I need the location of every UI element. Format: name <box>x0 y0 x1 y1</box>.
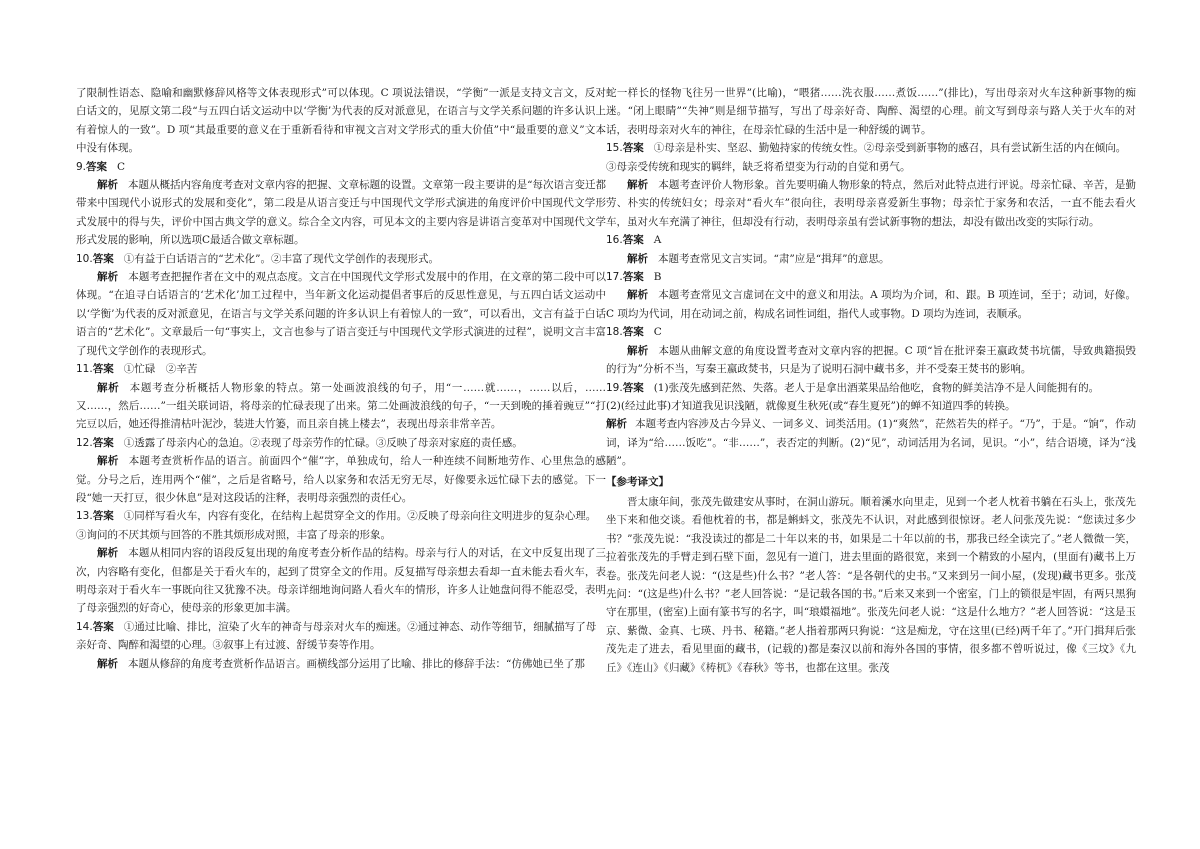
q19-answer <box>606 379 1136 397</box>
q19-analysis-text: 本题考查内容涉及古今异义、一词多义、词类活用。(1)“爽然”，茫然若失的样子。“乃”，于是。“饷”，作动词，译为“给……饭吃”。“非……”，表否定的判断。(2)“见”，动词活用为名词，见识。“小”，结合语境，译为“浅陋”。 <box>606 418 1136 468</box>
translation-heading: 【参考译文】 <box>606 475 669 488</box>
q14-analysis <box>76 655 606 673</box>
q16-answer <box>606 231 1136 249</box>
q15-analysis-text: 本题考查评价人物形象。首先要明确人物形象的特点，然后对此特点进行评说。母亲忙碌、辛苦，是勤劳、朴实的传统妇女；母亲对“看火车”很向往，表明母亲喜爱新生事物；母亲忙于家务和农活，一直不能去看火车，虽对火车充满了神往，但却没有行动，表明母亲虽有尝试新事物的想法，却没有做出改变的实际行动。 <box>606 179 1137 228</box>
q19-analysis <box>606 415 1136 470</box>
analysis-label: 解析 <box>627 179 649 192</box>
answer-label: 答案 <box>92 436 114 449</box>
q12-analysis <box>76 452 606 507</box>
q10-analysis <box>76 268 606 360</box>
q12-number: 12. <box>76 436 93 449</box>
q14-analysis-text: 本题从修辞的角度考查赏析作品语言。画横线部分运用了比喻、排比的修辞手法：“仿佛她已坐了那 <box>128 657 585 670</box>
analysis-label: 解析 <box>627 289 649 302</box>
answer-label: 答案 <box>92 510 114 523</box>
answer-label: 答案 <box>86 160 108 173</box>
analysis-label: 解析 <box>627 252 648 265</box>
answer-label: 答案 <box>622 142 644 155</box>
q19-answer-text-1: (1)张茂先感到茫然、失落。老人于是拿出酒菜果品给他吃，食物的鲜美洁净不是人间能拥有的。 <box>653 381 1100 394</box>
intro-paragraph: 了限制性语态、隐喻和幽默修辞风格等文体表现形式”可以体现。C 项说法错误，“学衡”一派是支持文言文，反对白话文的，见原文第二段“与五四白话文运动中以‘学衡’为代表的反对派意见，在语言与文学关系问题的许多认识上有着惊人的一致”。D 项“其最重要的意义在于重新看待和审视文言对文学形式的重大价值”中“最重要的意义”文本中没有体现。 <box>76 87 606 155</box>
q16-analysis <box>606 250 1136 268</box>
q19-number: 19. <box>606 381 623 394</box>
translation-text: 晋太康年间，张茂先做建安从事时，在洞山游玩。顺着溪水向里走，见到一个老人枕着书躺在石头上，张茂先坐下来和他交谈。看他枕着的书，都是蝌蚪文，张茂先不认识，对此感到很惊讶。老人问张茂先说：“您读过多少书？”张茂先说：“我没读过的都是二十年以来的书，如果是二十年以前的书，那我已经全读完了。”老人微微一笑，拉着张茂先的手臂走到石壁下面，忽见有一道门，进去里面的路很宽，来到一个精致的小屋内，(里面有)藏书上万卷。张茂先问老人说：“(这是些)什么书？”老人答：“是各朝代的史书。”又来到另一间小屋，(发现)藏书更多。张茂先问：“(这是些)什么书？”老人回答说：“是记载各国的书。”后来又来到一个密室，门上的锁很是牢固，有两只黑狗守在那里，(密室)上面有篆书写的名字，叫“琅嬛福地”。张茂先问老人说：“这是什么地方？”老人回答说：“这是玉京、紫微、金真、七瑛、丹书、秘籍。”老人指着那两只狗说：“这是痴龙，守在这里(已经)两千年了。”开门揖拜后张茂先走了进去，看见里面的藏书，(记载的)都是秦汉以前和海外各国的事情，很多都不曾听说过，像《三坟》《九丘》《连山》《归藏》《梼杌》《春秋》等书，也都在这里。张茂 <box>606 495 1136 674</box>
analysis-label: 解析 <box>97 179 119 192</box>
q14-answer <box>76 618 606 655</box>
q12-analysis-text: 本题考查赏析作品的语言。前面四个“催”字，单独成句，给人一种连续不间断地劳作、心里焦急的感觉。分号之后，连用两个“催”，之后是省略号，给人以家务和农活无穷无尽，好像要永远忙碌下去的感觉。下一段“她一天打豆，很少休息”是对这段话的注释，表明母亲强烈的责任心。 <box>76 455 607 504</box>
answer-label: 答案 <box>622 381 644 394</box>
right-column <box>606 84 1136 677</box>
q11-number: 11. <box>76 363 93 376</box>
q15-answer-text: ①母亲是朴实、坚忍、勤勉持家的传统女性。②母亲受到新事物的感召，具有尝试新生活的内在倾向。③母亲受传统和现实的羁绊，缺乏将希望变为行动的自觉和勇气。 <box>606 142 1127 173</box>
analysis-label: 解析 <box>97 455 119 468</box>
q17-answer <box>606 268 1136 286</box>
q13-analysis-text: 本题从相同内容的语段反复出现的角度考查分析作品的结构。母亲与行人的对话，在文中反复出现了三次，内容略有变化，但都是关于看火车的，起到了贯穿全文的作用。反复描写母亲想去看却一直未能去看火车，表明母亲对于看火车一事既向往又犹豫不决。母亲详细地询问路人看火车的情形，许多人让她盘问得不能忍受，表明了母亲强烈的好奇心，使母亲的形象更加丰满。 <box>76 547 607 615</box>
q12-answer <box>76 434 606 452</box>
q17-answer-text: B <box>653 271 662 284</box>
q11-analysis <box>76 379 606 434</box>
q14-answer-text: ①通过比喻、排比，渲染了火车的神奇与母亲对火车的痴迷。②通过神态、动作等细节，细腻描写了母亲好奇、陶醉和渴望的心理。③叙事上有过渡、舒缓节奏等作用。 <box>76 620 597 652</box>
q11-answer-text: ①忙碌 ②辛苦 <box>123 363 198 376</box>
q13-number: 13. <box>76 510 93 523</box>
answer-label: 答案 <box>622 234 644 247</box>
answer-label: 答案 <box>92 252 114 265</box>
q11-answer <box>76 360 606 378</box>
analysis-label: 解析 <box>627 344 649 357</box>
q13-analysis <box>76 544 606 618</box>
analysis-label: 解析 <box>97 657 118 670</box>
q16-number: 16. <box>606 234 623 247</box>
q17-analysis-text: 本题考查常见文言虚词在文中的意义和用法。A 项均为介词，和、跟。B 项连词，至于；动词，好像。C 项均为代词，用在动词之前，构成名词性词组，指代人或事物。D 项均为连词，表顺承。 <box>606 289 1136 320</box>
q18-analysis <box>606 342 1136 379</box>
q9-analysis <box>76 176 606 250</box>
analysis-label: 解析 <box>97 547 119 560</box>
q11-analysis-text: 本题考查分析概括人物形象的特点。第一处画波浪线的句子，用“一……就……，……以后，……又……，然后……”一组关联词语，将母亲的忙碌表现了出来。第二处画波浪线的句子，“一天到晚的捶着豌豆”“打完豆以后，她还得推清枯叶泥沙，装进大竹篓，而且亲自挑上楼去”，表现出母亲非常辛苦。 <box>76 381 607 431</box>
answer-label: 答案 <box>92 620 114 633</box>
q12-answer-text: ①透露了母亲内心的急迫。②表现了母亲劳作的忙碌。③反映了母亲对家庭的责任感。 <box>123 436 523 449</box>
q19-answer-line-2: (2)(经过此事)才知道我见识浅陋，就像夏生秋死(或“春生夏死”)的蝉不知道四季的转换。 <box>606 399 1016 412</box>
q15-number: 15. <box>606 142 623 155</box>
q10-analysis-text: 本题考查把握作者在文中的观点态度。文言在中国现代文学形式发展中的作用，在文章的第二段中可以体现。“在追寻白话语言的‘艺术化’加工过程中，当年新文化运动提倡者事后的反思性意见，与五四白话文运动中以‘学衡’为代表的反对派意见，在语言与文学关系问题的许多认识上有着惊人的一致”，可以看出，文言有益于白话语言的“艺术化”。文章最后一句“事实上，文言也参与了语言变迁与中国现代文学形式演进的过程”，说明文言丰富了现代文学创作的表现形式。 <box>76 271 607 357</box>
q10-number: 10. <box>76 252 93 265</box>
q18-analysis-text: 本题从曲解文意的角度设置考查对文章内容的把握。C 项“旨在批评秦王嬴政焚书坑儒，导致典籍损毁的行为”分析不当，写秦王嬴政焚书，只是为了说明石洞中藏书多，并不受秦王焚书的影响。 <box>606 344 1137 376</box>
analysis-label: 解析 <box>97 271 119 284</box>
q18-number: 18. <box>606 326 623 339</box>
answer-label: 答案 <box>622 326 644 339</box>
answer-label: 答案 <box>92 363 114 376</box>
q10-answer <box>76 250 606 268</box>
answer-label: 答案 <box>622 271 644 284</box>
left-column <box>76 84 606 673</box>
q9-analysis-text: 本题从概括内容角度考查对文章内容的把握、文章标题的设置。文章第一段主要讲的是“每次语言变迁都带来中国现代小说形式的发展和变化”，第二段是从语言变迁与中国现代文学形式演进的角度评价中国现代文学形式发展中的得与失，评价中国古典文学的意义。综合全文内容，可见本文的主要内容是讲语言变革对中国现代文学形式发展的影响，所以选项C最适合做文章标题。 <box>76 179 607 247</box>
q10-answer-text: ①有益于白话语言的“艺术化”。②丰富了现代文学创作的表现形式。 <box>123 252 439 265</box>
q14-analysis-continued: 蛇一样长的怪物飞往另一世界”(比喻)，“喂猪……洗衣服……煮饭……”(排比)，写出母亲对火车这种新事物的痴迷。“闭上眼睛”“失神”则是细节描写，写出了母亲好奇、陶醉、渴望的心理。前文写到母亲与路人关于火车的对话，表明母亲对火车的神往，在母亲忙碌的生活中是一种舒缓的调节。 <box>606 87 1136 136</box>
analysis-label: 解析 <box>97 381 120 394</box>
q17-number: 17. <box>606 271 623 284</box>
q9-answer-text: C <box>117 160 126 173</box>
q9-number: 9. <box>76 160 87 173</box>
q16-analysis-text: 本题考查常见文言实词。“肃”应是“揖拜”的意思。 <box>658 252 890 265</box>
q17-analysis <box>606 286 1136 323</box>
q14-number: 14. <box>76 620 93 633</box>
q18-answer <box>606 323 1136 341</box>
q13-answer <box>76 507 606 544</box>
q15-analysis <box>606 176 1136 231</box>
q15-answer <box>606 139 1136 176</box>
q18-answer-text: C <box>653 326 662 339</box>
analysis-label: 解析 <box>606 418 628 431</box>
q13-answer-text: ①同样写看火车，内容有变化，在结构上起贯穿全文的作用。②反映了母亲向往文明进步的复杂心理。③询问的不厌其烦与回答的不胜其烦形成对照，丰富了母亲的形象。 <box>76 510 597 541</box>
q16-answer-text: A <box>653 234 662 247</box>
q9-answer <box>76 158 606 176</box>
